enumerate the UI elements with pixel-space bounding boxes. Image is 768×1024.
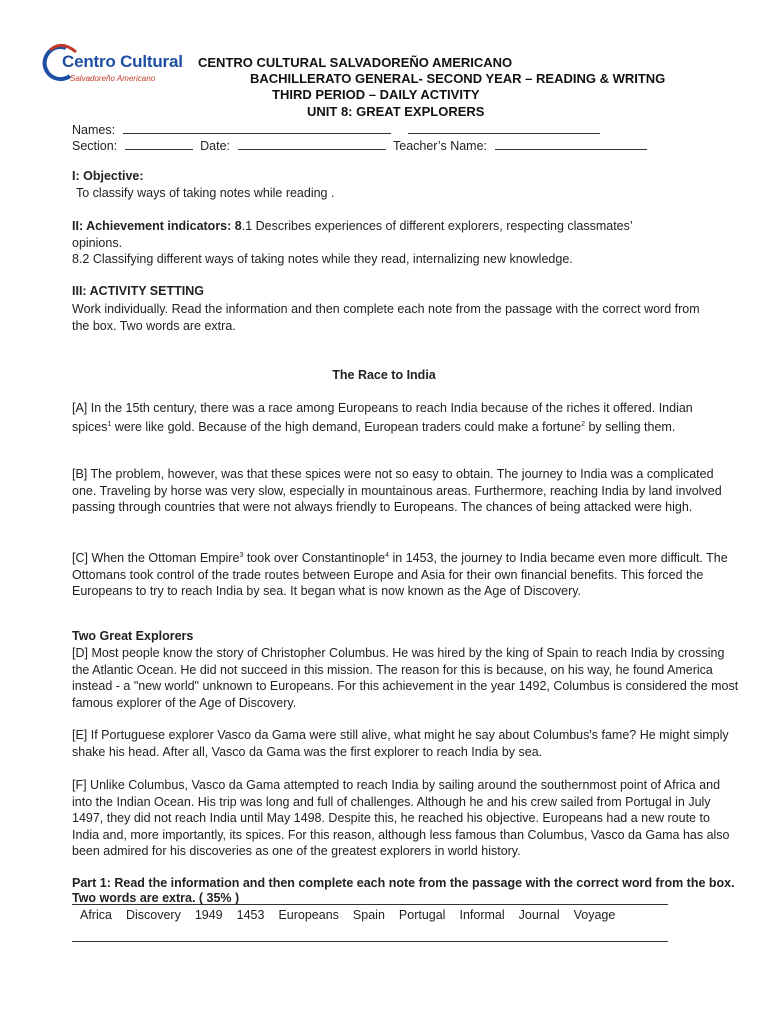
names-row: [72, 122, 600, 137]
teacher-label: Teacher’s Name:: [393, 139, 488, 153]
explorers-subtitle: Two Great Explorers: [72, 629, 194, 643]
header-program: BACHILLERATO GENERAL- SECOND YEAR – READING & WRITNG: [250, 71, 666, 86]
logo-subtitle: Salvadoreño Americano: [70, 74, 156, 83]
paragraph-c-part1: [C] When the Ottoman Empire: [72, 551, 240, 566]
header-unit: UNIT 8: GREAT EXPLORERS: [307, 104, 485, 119]
indicators-title: II: Achievement indicators: 8: [72, 219, 242, 233]
word-item: Portugal: [398, 908, 446, 922]
footnote-2: 2: [581, 420, 585, 428]
activity-text: Work individually. Read the information and then complete each note from the passage with the correct word from the box. Two words are extra.: [72, 302, 700, 333]
word-item: 1949: [194, 908, 223, 922]
paragraph-c: [72, 548, 740, 600]
paragraph-a-part3: by selling them.: [584, 419, 676, 434]
paragraph-e: [E] If Portuguese explorer Vasco da Gama were still alive, what might he say about Columbus's fame? He might simply shake his head. After all, Vasco da Gama was the first explorer to reach India by sea.: [72, 728, 729, 759]
objective-title: I: Objective:: [72, 169, 144, 183]
logo: [40, 42, 188, 92]
date-label: Date:: [200, 139, 231, 153]
word-item: Voyage: [573, 908, 616, 922]
indicator-1-cont: opinions.: [72, 235, 123, 250]
part1-instruction: Part 1: Read the information and then complete each note from the passage with the correct word from the box. Two words are extra. ( 35% ): [72, 876, 735, 905]
word-list: [80, 908, 615, 922]
section-field[interactable]: [125, 138, 193, 150]
paragraph-d: [D] Most people know the story of Christopher Columbus. He was hired by the king of Spain to reach India by crossing the Atlantic Ocean. He did not succeed in this mission. The reason for this is because, on his way, he found America instead - a "new world" unknown to Europeans. For this achievement in the year 1492, Columbus is considered the most famous explorer of the Age of Discovery.: [72, 646, 739, 710]
section-label: Section:: [72, 139, 118, 153]
footnote-4: 4: [385, 552, 390, 559]
paragraph-c-part3: in 1453, the journey to India became even more difficult. The Ottomans took control of the trade routes between Europe and Asia for their own financial benefits. This forced the Europeans to try to reach India by sea. It began what is now known as the Age of Discovery.: [72, 551, 728, 599]
word-box: [72, 904, 668, 942]
logo-name: Centro Cultural: [62, 52, 183, 71]
section-row: [72, 138, 647, 153]
indicators-block: [72, 218, 732, 268]
names-label: Names:: [72, 123, 116, 137]
word-item: 1453: [236, 908, 265, 922]
activity-title: III: ACTIVITY SETTING: [72, 284, 204, 298]
paragraph-c-part2: took over Constantinople: [243, 551, 386, 566]
paragraph-a-part1: [A] In the 15th century, there was a race among Europeans to reach India because of the riches it offered. Indian spices: [72, 401, 693, 434]
word-item: Spain: [352, 908, 385, 922]
word-item: Europeans: [278, 908, 339, 922]
paragraph-a: [72, 400, 732, 435]
names-field-1[interactable]: [123, 122, 391, 134]
objective-text: To classify ways of taking notes while reading .: [76, 186, 335, 200]
date-field[interactable]: [238, 138, 386, 150]
paragraph-f: [F] Unlike Columbus, Vasco da Gama attempted to reach India by sailing around the southernmost point of Africa and into the Indian Ocean. His trip was long and full of challenges. Although he and his crew sailed from Portugal in July 1497, they did not reach India until May 1498. Despite this, he reached his objective. Europeans had a new route to India and, more importantly, its spices. For this reason, although less famous than Columbus, Vasco da Gama has also been admired for his discoveries as one of the greatest explorers in world history.: [72, 778, 730, 858]
footnote-1: 1: [107, 420, 112, 428]
teacher-field[interactable]: [495, 138, 647, 150]
word-item: Journal: [518, 908, 560, 922]
reading-title: The Race to India: [332, 368, 436, 382]
header-period: THIRD PERIOD – DAILY ACTIVITY: [272, 87, 480, 102]
word-item: Discovery: [125, 908, 181, 922]
names-field-2[interactable]: [408, 122, 600, 134]
indicator-2: 8.2 Classifying different ways of taking notes while they read, internalizing new knowledge.: [72, 252, 573, 266]
word-item: Informal: [459, 908, 505, 922]
paragraph-b: [B] The problem, however, was that these spices were not so easy to obtain. The journey to India was a complicated one. Traveling by horse was very slow, especially in mountainous areas. Furthermore, reaching India by land involved passing through countries that were not always friendly to Europeans. The chances of being attacked were high.: [72, 467, 722, 514]
word-item: Africa: [80, 908, 112, 922]
footnote-3: 3: [239, 552, 244, 559]
indicator-1: .1 Describes experiences of different explorers, respecting classmates’: [241, 219, 633, 233]
paragraph-a-part2: were like gold. Because of the high demand, European traders could make a fortune: [111, 419, 582, 434]
header-institution: CENTRO CULTURAL SALVADOREÑO AMERICANO: [198, 55, 513, 70]
